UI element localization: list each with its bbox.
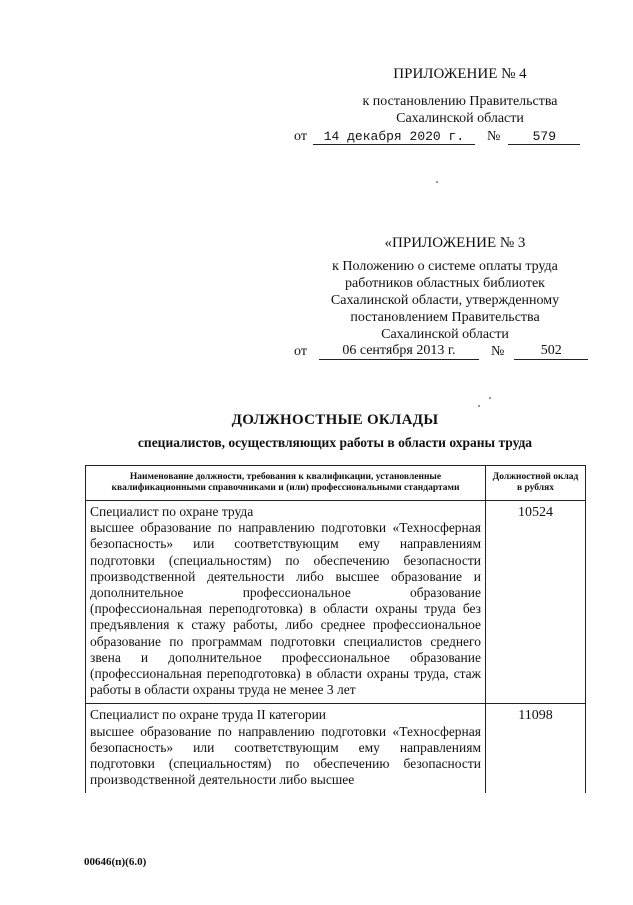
table-header-row [86,466,586,501]
document-heading [60,412,610,451]
appendix-3-line: постановлением Правительства [350,310,540,325]
appendix-4-number: 579 [508,129,580,145]
appendix-4-block [290,66,590,127]
salary-cell: 11098 [486,704,586,794]
from-label: от [294,344,307,359]
appendix-3-signature-row [294,343,588,360]
scan-speck [489,397,491,399]
appendix-4-line2: Сахалинской области [396,111,524,126]
appendix-4-line1: к постановлению Правительства [362,94,558,109]
appendix-3-line: работников областных библиотек [345,276,545,291]
column-header-salary: Должностной оклад в рублях [486,466,586,501]
scan-speck [478,405,480,407]
scan-speck [436,181,438,183]
heading-title: ДОЛЖНОСТНЫЕ ОКЛАДЫ [231,412,439,428]
number-label: № [490,344,505,359]
appendix-4-date: 14 декабря 2020 г. [313,129,475,145]
number-label: № [486,129,501,144]
appendix-4-title: ПРИЛОЖЕНИЕ № 4 [393,66,527,82]
appendix-4-signature-row [294,129,580,145]
position-name: Специалист по охране труда II категории [90,707,327,723]
salary-cell: 10524 [486,501,586,704]
position-requirements: высшее образование по направлению подготовки «Техносферная безопасность» или соответствующим ему направлениям подготовки (специальностям) по обеспечению безопасности производственной деятельности либо высшее [90,723,481,788]
appendix-3-line: к Положению о системе оплаты труда [332,259,558,274]
position-cell [86,704,486,794]
appendix-3-title: «ПРИЛОЖЕНИЕ № 3 [384,235,526,251]
appendix-3-number: 502 [514,343,588,360]
from-label: от [294,129,307,144]
appendix-3-block [300,235,590,343]
position-requirements: высшее образование по направлению подготовки «Техносферная безопасность» или соответствующим ему направлениям подготовки (специальностям) по обеспечению безопасности производственной деятельности либо высшее образование и дополнительное профессиональное образование (профессиональная переподготовка) в области охраны труда без предъявления к стажу работы, либо среднее профессиональное образование по программам подготовки специалистов среднего звена и дополнительное профессиональное образование (профессиональная переподготовка) в области охраны труда, стаж работы в области охраны труда не менее 3 лет [90,520,481,698]
table-row [86,704,586,794]
appendix-3-date: 06 сентября 2013 г. [319,343,479,360]
document-code: 00646(п)(6.0) [84,856,147,868]
appendix-3-line: Сахалинской области [381,327,509,342]
position-cell [86,501,486,704]
table-row [86,501,586,704]
column-header-position: Наименование должности, требования к квалификации, установленные квалификационными справочниками и (или) профессиональными стандартами [86,466,486,501]
salary-table [85,465,586,793]
appendix-3-line: Сахалинской области, утвержденному [330,293,560,308]
position-name: Специалист по охране труда [90,504,254,519]
heading-subtitle: специалистов, осуществляющих работы в области охраны труда [137,435,533,450]
